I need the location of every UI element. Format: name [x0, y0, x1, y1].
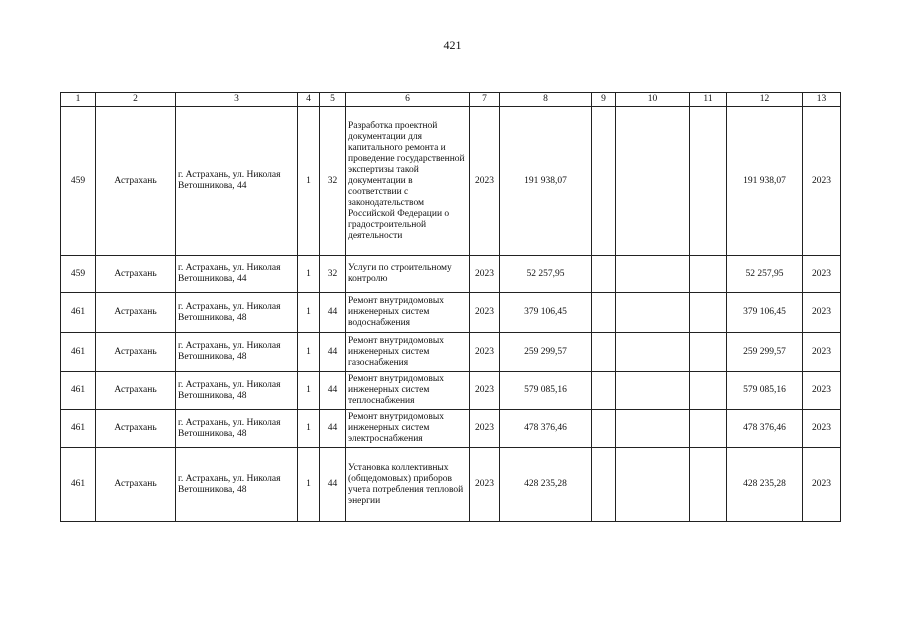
cell-municipality: Астрахань — [96, 372, 176, 410]
cell-municipality: Астрахань — [96, 256, 176, 293]
cell-col4: 1 — [298, 256, 320, 293]
column-header: 4 — [298, 93, 320, 107]
table-row — [61, 372, 841, 410]
cell-col5: 44 — [320, 410, 346, 448]
cell-work-type: Разработка проектной документации для капитального ремонта и проведение государственной экспертизы такой документации в соответствии с законодательством Российской Федерации о градостроительной деятельности — [346, 107, 470, 256]
column-header: 2 — [96, 93, 176, 107]
column-header: 11 — [690, 93, 727, 107]
cell-col13-year: 2023 — [803, 107, 841, 256]
cell-object-number: 461 — [61, 448, 96, 522]
cell-col11 — [690, 448, 727, 522]
cell-col12-cost: 52 257,95 — [727, 256, 803, 293]
cell-col9 — [592, 107, 616, 256]
cell-col5: 44 — [320, 448, 346, 522]
cell-work-type: Ремонт внутридомовых инженерных систем газоснабжения — [346, 333, 470, 372]
column-header: 5 — [320, 93, 346, 107]
cell-col13-year: 2023 — [803, 372, 841, 410]
cell-year: 2023 — [470, 293, 500, 333]
cell-col9 — [592, 256, 616, 293]
table-row — [61, 256, 841, 293]
cell-col5: 44 — [320, 372, 346, 410]
cell-col4: 1 — [298, 410, 320, 448]
cell-municipality: Астрахань — [96, 448, 176, 522]
cell-col13-year: 2023 — [803, 293, 841, 333]
cell-col9 — [592, 372, 616, 410]
cell-object-number: 459 — [61, 107, 96, 256]
cell-object-number: 461 — [61, 372, 96, 410]
column-header: 9 — [592, 93, 616, 107]
cell-col10 — [616, 256, 690, 293]
cell-municipality: Астрахань — [96, 410, 176, 448]
cell-col11 — [690, 107, 727, 256]
cell-col13-year: 2023 — [803, 333, 841, 372]
cell-col11 — [690, 293, 727, 333]
table-row — [61, 107, 841, 256]
cell-col4: 1 — [298, 448, 320, 522]
cell-col11 — [690, 333, 727, 372]
cell-col9 — [592, 448, 616, 522]
cell-col5: 44 — [320, 333, 346, 372]
cell-total-cost: 52 257,95 — [500, 256, 592, 293]
cell-col11 — [690, 410, 727, 448]
cell-col12-cost: 579 085,16 — [727, 372, 803, 410]
cell-object-number: 461 — [61, 293, 96, 333]
cell-col13-year: 2023 — [803, 448, 841, 522]
cell-total-cost: 259 299,57 — [500, 333, 592, 372]
repair-program-table — [60, 92, 841, 522]
cell-total-cost: 428 235,28 — [500, 448, 592, 522]
cell-municipality: Астрахань — [96, 107, 176, 256]
cell-col9 — [592, 410, 616, 448]
cell-col5: 44 — [320, 293, 346, 333]
column-header: 12 — [727, 93, 803, 107]
cell-col12-cost: 478 376,46 — [727, 410, 803, 448]
cell-col10 — [616, 107, 690, 256]
cell-municipality: Астрахань — [96, 293, 176, 333]
cell-col12-cost: 379 106,45 — [727, 293, 803, 333]
cell-year: 2023 — [470, 256, 500, 293]
cell-col4: 1 — [298, 107, 320, 256]
cell-col10 — [616, 410, 690, 448]
cell-col12-cost: 428 235,28 — [727, 448, 803, 522]
table-row — [61, 410, 841, 448]
cell-object-number: 459 — [61, 256, 96, 293]
cell-col11 — [690, 372, 727, 410]
cell-col10 — [616, 448, 690, 522]
cell-total-cost: 478 376,46 — [500, 410, 592, 448]
cell-address: г. Астрахань, ул. Николая Ветошникова, 44 — [176, 256, 298, 293]
column-header: 7 — [470, 93, 500, 107]
table-row — [61, 448, 841, 522]
cell-col10 — [616, 372, 690, 410]
cell-municipality: Астрахань — [96, 333, 176, 372]
cell-year: 2023 — [470, 107, 500, 256]
cell-col5: 32 — [320, 107, 346, 256]
cell-col4: 1 — [298, 372, 320, 410]
table-row — [61, 293, 841, 333]
page-number: 421 — [443, 38, 462, 52]
cell-address: г. Астрахань, ул. Николая Ветошникова, 48 — [176, 333, 298, 372]
cell-work-type: Ремонт внутридомовых инженерных систем водоснабжения — [346, 293, 470, 333]
column-header: 8 — [500, 93, 592, 107]
cell-col11 — [690, 256, 727, 293]
cell-col4: 1 — [298, 293, 320, 333]
column-header: 3 — [176, 93, 298, 107]
cell-col12-cost: 259 299,57 — [727, 333, 803, 372]
column-header: 10 — [616, 93, 690, 107]
cell-total-cost: 579 085,16 — [500, 372, 592, 410]
cell-address: г. Астрахань, ул. Николая Ветошникова, 44 — [176, 107, 298, 256]
cell-object-number: 461 — [61, 410, 96, 448]
cell-work-type: Ремонт внутридомовых инженерных систем электроснабжения — [346, 410, 470, 448]
cell-address: г. Астрахань, ул. Николая Ветошникова, 48 — [176, 372, 298, 410]
column-header: 1 — [61, 93, 96, 107]
cell-total-cost: 379 106,45 — [500, 293, 592, 333]
cell-year: 2023 — [470, 372, 500, 410]
cell-address: г. Астрахань, ул. Николая Ветошникова, 48 — [176, 448, 298, 522]
cell-work-type: Ремонт внутридомовых инженерных систем теплоснабжения — [346, 372, 470, 410]
cell-col12-cost: 191 938,07 — [727, 107, 803, 256]
column-header: 13 — [803, 93, 841, 107]
cell-col4: 1 — [298, 333, 320, 372]
column-number-row — [61, 93, 841, 107]
cell-col9 — [592, 293, 616, 333]
table-row — [61, 333, 841, 372]
cell-work-type: Услуги по строительному контролю — [346, 256, 470, 293]
cell-col10 — [616, 293, 690, 333]
cell-total-cost: 191 938,07 — [500, 107, 592, 256]
cell-object-number: 461 — [61, 333, 96, 372]
cell-year: 2023 — [470, 410, 500, 448]
cell-col10 — [616, 333, 690, 372]
cell-address: г. Астрахань, ул. Николая Ветошникова, 48 — [176, 410, 298, 448]
cell-col5: 32 — [320, 256, 346, 293]
column-header: 6 — [346, 93, 470, 107]
cell-year: 2023 — [470, 448, 500, 522]
cell-col9 — [592, 333, 616, 372]
cell-work-type: Установка коллективных (общедомовых) приборов учета потребления тепловой энергии — [346, 448, 470, 522]
cell-year: 2023 — [470, 333, 500, 372]
cell-address: г. Астрахань, ул. Николая Ветошникова, 48 — [176, 293, 298, 333]
cell-col13-year: 2023 — [803, 410, 841, 448]
cell-col13-year: 2023 — [803, 256, 841, 293]
